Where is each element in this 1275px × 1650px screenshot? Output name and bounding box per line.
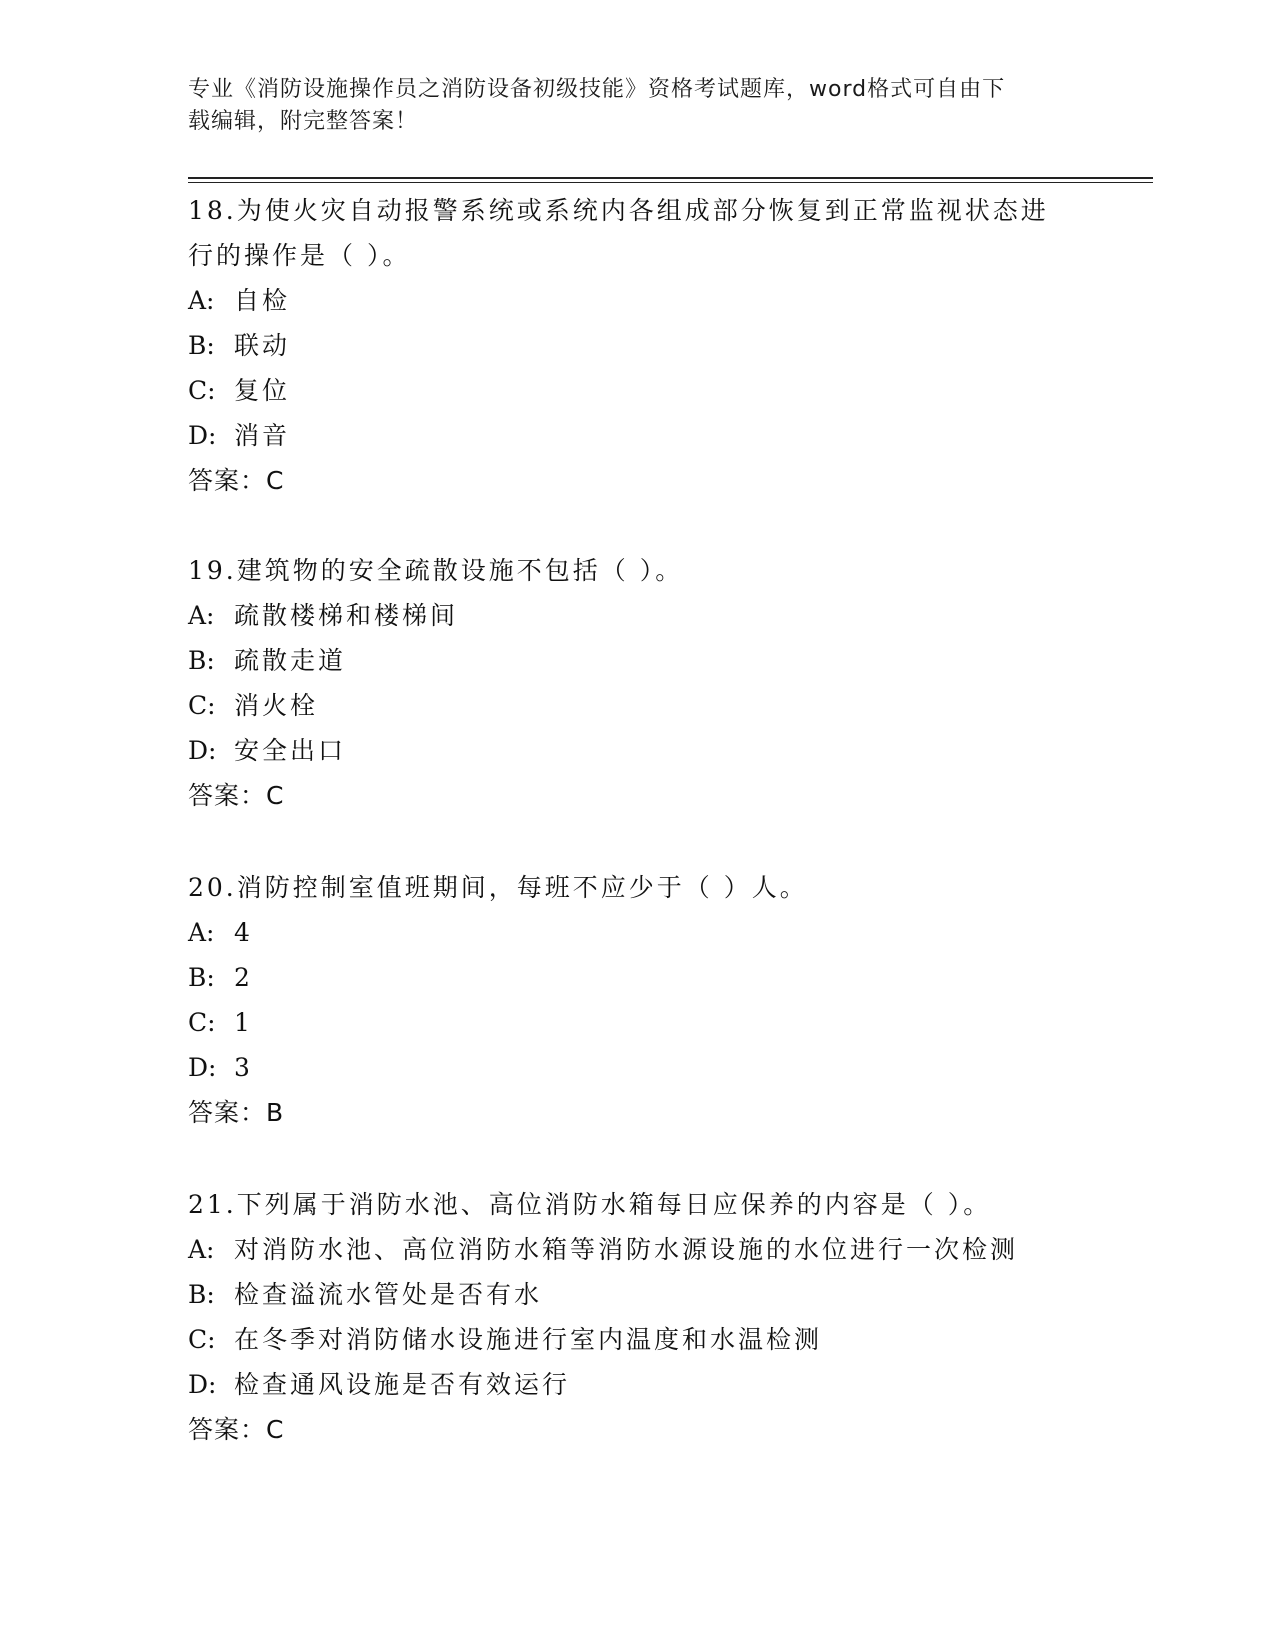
option-text: 消火栓: [234, 691, 319, 720]
question-stem: [188, 548, 1088, 593]
option-d: [188, 1362, 1088, 1407]
option-text: 1: [234, 1008, 253, 1037]
option-d: [188, 728, 1088, 773]
option-letter: D:: [188, 1053, 217, 1082]
option-letter: B:: [188, 646, 215, 675]
option-a: [188, 278, 1088, 323]
option-text: 安全出口: [234, 736, 347, 765]
answer-line: 答案：B: [188, 1098, 285, 1127]
option-letter: B:: [188, 1280, 215, 1309]
question-20: [188, 865, 1088, 1135]
question-stem-line-1: 18.为使火灾自动报警系统或系统内各组成部分恢复到正常监视状态进: [188, 196, 1049, 225]
option-c: [188, 368, 1088, 413]
option-c: [188, 683, 1088, 728]
option-letter: A:: [188, 1235, 215, 1264]
option-letter: D:: [188, 736, 217, 765]
option-text: 检查溢流水管处是否有水: [234, 1280, 543, 1309]
option-text: 4: [234, 918, 253, 947]
option-letter: C:: [188, 691, 216, 720]
option-letter: C:: [188, 1008, 216, 1037]
option-b: [188, 1272, 1088, 1317]
question-stem-line-1: 19.建筑物的安全疏散设施不包括（ ）。: [188, 556, 684, 585]
option-text: 消音: [234, 421, 291, 450]
option-d: [188, 1045, 1088, 1090]
option-text: 疏散走道: [234, 646, 347, 675]
option-letter: C:: [188, 1325, 216, 1354]
document-header: [188, 74, 1068, 138]
answer-line: 答案：C: [188, 1415, 285, 1444]
option-b: [188, 638, 1088, 683]
option-text: 联动: [234, 331, 291, 360]
option-letter: D:: [188, 1370, 217, 1399]
header-line-1: 专业《消防设施操作员之消防设备初级技能》资格考试题库，word格式可自由下: [188, 77, 1006, 102]
option-letter: B:: [188, 331, 215, 360]
answer-line: 答案：C: [188, 466, 285, 495]
option-text: 对消防水池、高位消防水箱等消防水源设施的水位进行一次检测: [234, 1235, 1019, 1264]
option-text: 在冬季对消防储水设施进行室内温度和水温检测: [234, 1325, 823, 1354]
option-b: [188, 955, 1088, 1000]
option-text: 2: [234, 963, 253, 992]
answer-line: 答案：C: [188, 781, 285, 810]
option-b: [188, 323, 1088, 368]
option-a: [188, 1227, 1088, 1272]
option-text: 复位: [234, 376, 291, 405]
question-stem-line-1: 21.下列属于消防水池、高位消防水箱每日应保养的内容是（ ）。: [188, 1190, 992, 1219]
option-text: 自检: [234, 286, 291, 315]
question-19: [188, 548, 1088, 818]
question-stem: [188, 1182, 1088, 1227]
option-letter: D:: [188, 421, 217, 450]
option-text: 3: [234, 1053, 253, 1082]
question-stem: [188, 865, 1088, 910]
question-stem-line-2: 行的操作是（ ）。: [188, 241, 411, 270]
option-a: [188, 593, 1088, 638]
option-letter: A:: [188, 918, 215, 947]
option-text: 检查通风设施是否有效运行: [234, 1370, 571, 1399]
question-21: [188, 1182, 1088, 1452]
option-letter: C:: [188, 376, 216, 405]
option-text: 疏散楼梯和楼梯间: [234, 601, 459, 630]
question-stem: [188, 188, 1088, 278]
header-divider-thin: [188, 182, 1153, 183]
header-line-2: 载编辑，附完整答案！: [188, 109, 419, 134]
option-c: [188, 1317, 1088, 1362]
option-letter: B:: [188, 963, 215, 992]
option-d: [188, 413, 1088, 458]
question-stem-line-1: 20.消防控制室值班期间，每班不应少于（ ）人。: [188, 873, 808, 902]
option-a: [188, 910, 1088, 955]
question-18: [188, 188, 1088, 503]
header-divider-thick: [188, 177, 1153, 179]
option-c: [188, 1000, 1088, 1045]
option-letter: A:: [188, 286, 215, 315]
option-letter: A:: [188, 601, 215, 630]
